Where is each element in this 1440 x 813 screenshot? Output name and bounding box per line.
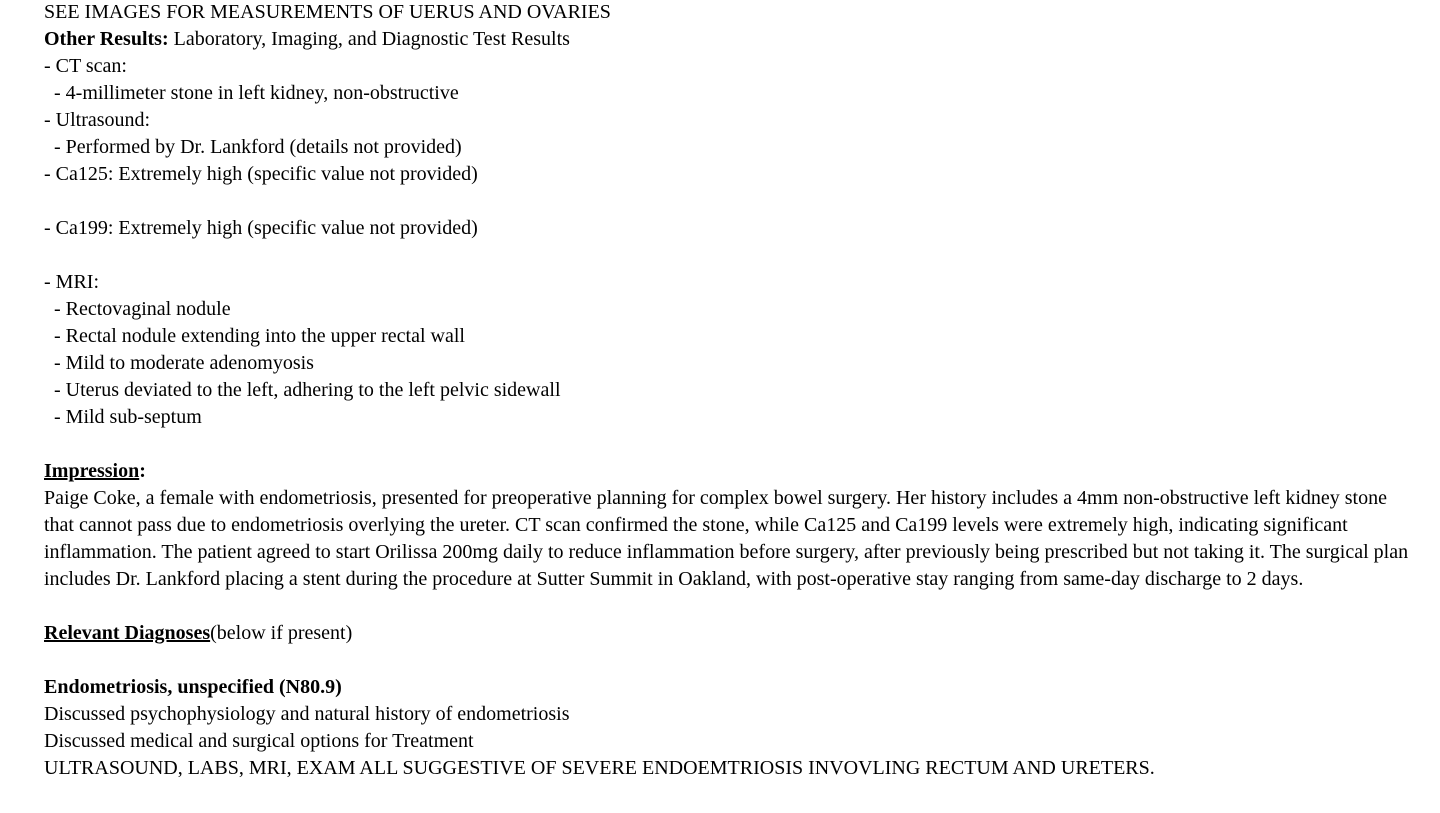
impression-paragraph: Paige Coke, a female with endometriosis, presented for preoperative planning for complex bowel surgery. Her history includes a 4mm non-obstructive left kidney stone that cannot pass due to endometriosis overlying the ureter. CT scan confirmed the stone, while Ca125 and Ca199 levels were extremely high, indicating significant inflammation. The patient agreed to start Orilissa 200mg daily to reduce inflammation before surgery, after previously being prescribed but not taking it. The surgical plan includes Dr. Lankford placing a stent during the procedure at Sutter Summit in Oakland, with post-operative stay ranging from same-day discharge to 2 days. <box>44 487 1409 590</box>
diagnosis-line: Discussed psychophysiology and natural history of endometriosis <box>44 703 570 725</box>
result-subitem-ultrasound-performed: - Performed by Dr. Lankford (details not provided) <box>54 136 462 158</box>
result-subitem-adenomyosis: - Mild to moderate adenomyosis <box>54 352 314 374</box>
diagnosis-title: Endometriosis, unspecified (N80.9) <box>44 676 342 698</box>
diagnoses-heading-suffix: (below if present) <box>210 622 353 644</box>
result-item-ct-scan: - CT scan: <box>44 55 127 77</box>
result-item-ca125: - Ca125: Extremely high (specific value not provided) <box>44 163 478 185</box>
impression-heading-label: Impression <box>44 460 140 482</box>
diagnoses-heading-label: Relevant Diagnoses <box>44 622 211 644</box>
spacer <box>44 647 1440 674</box>
impression-heading-colon: : <box>139 460 146 482</box>
spacer <box>44 242 1440 269</box>
other-results-heading <box>44 26 1440 53</box>
result-subitem-rectovaginal-nodule: - Rectovaginal nodule <box>54 298 231 320</box>
result-subitem-uterus-deviated: - Uterus deviated to the left, adhering to the left pelvic sidewall <box>54 379 561 401</box>
diagnosis-line: Discussed medical and surgical options for Treatment <box>44 730 474 752</box>
other-results-text: Laboratory, Imaging, and Diagnostic Test Results <box>168 28 570 50</box>
result-subitem-kidney-stone: - 4-millimeter stone in left kidney, non-obstructive <box>54 82 459 104</box>
other-results-label: Other Results: <box>44 28 169 50</box>
impression-heading <box>44 458 1440 485</box>
result-item-mri: - MRI: <box>44 271 99 293</box>
header-note: SEE IMAGES FOR MEASUREMENTS OF UERUS AND OVARIES <box>44 1 611 23</box>
result-item-ca199: - Ca199: Extremely high (specific value not provided) <box>44 217 478 239</box>
result-subitem-sub-septum: - Mild sub-septum <box>54 406 202 428</box>
spacer <box>44 431 1440 458</box>
spacer <box>44 593 1440 620</box>
result-subitem-rectal-nodule: - Rectal nodule extending into the upper rectal wall <box>54 325 465 347</box>
result-item-ultrasound: - Ultrasound: <box>44 109 151 131</box>
spacer <box>44 188 1440 215</box>
diagnosis-line: ULTRASOUND, LABS, MRI, EXAM ALL SUGGESTIVE OF SEVERE ENDOEMTRIOSIS INVOVLING RECTUM AND URETERS. <box>44 757 1155 779</box>
diagnoses-heading <box>44 620 1440 647</box>
